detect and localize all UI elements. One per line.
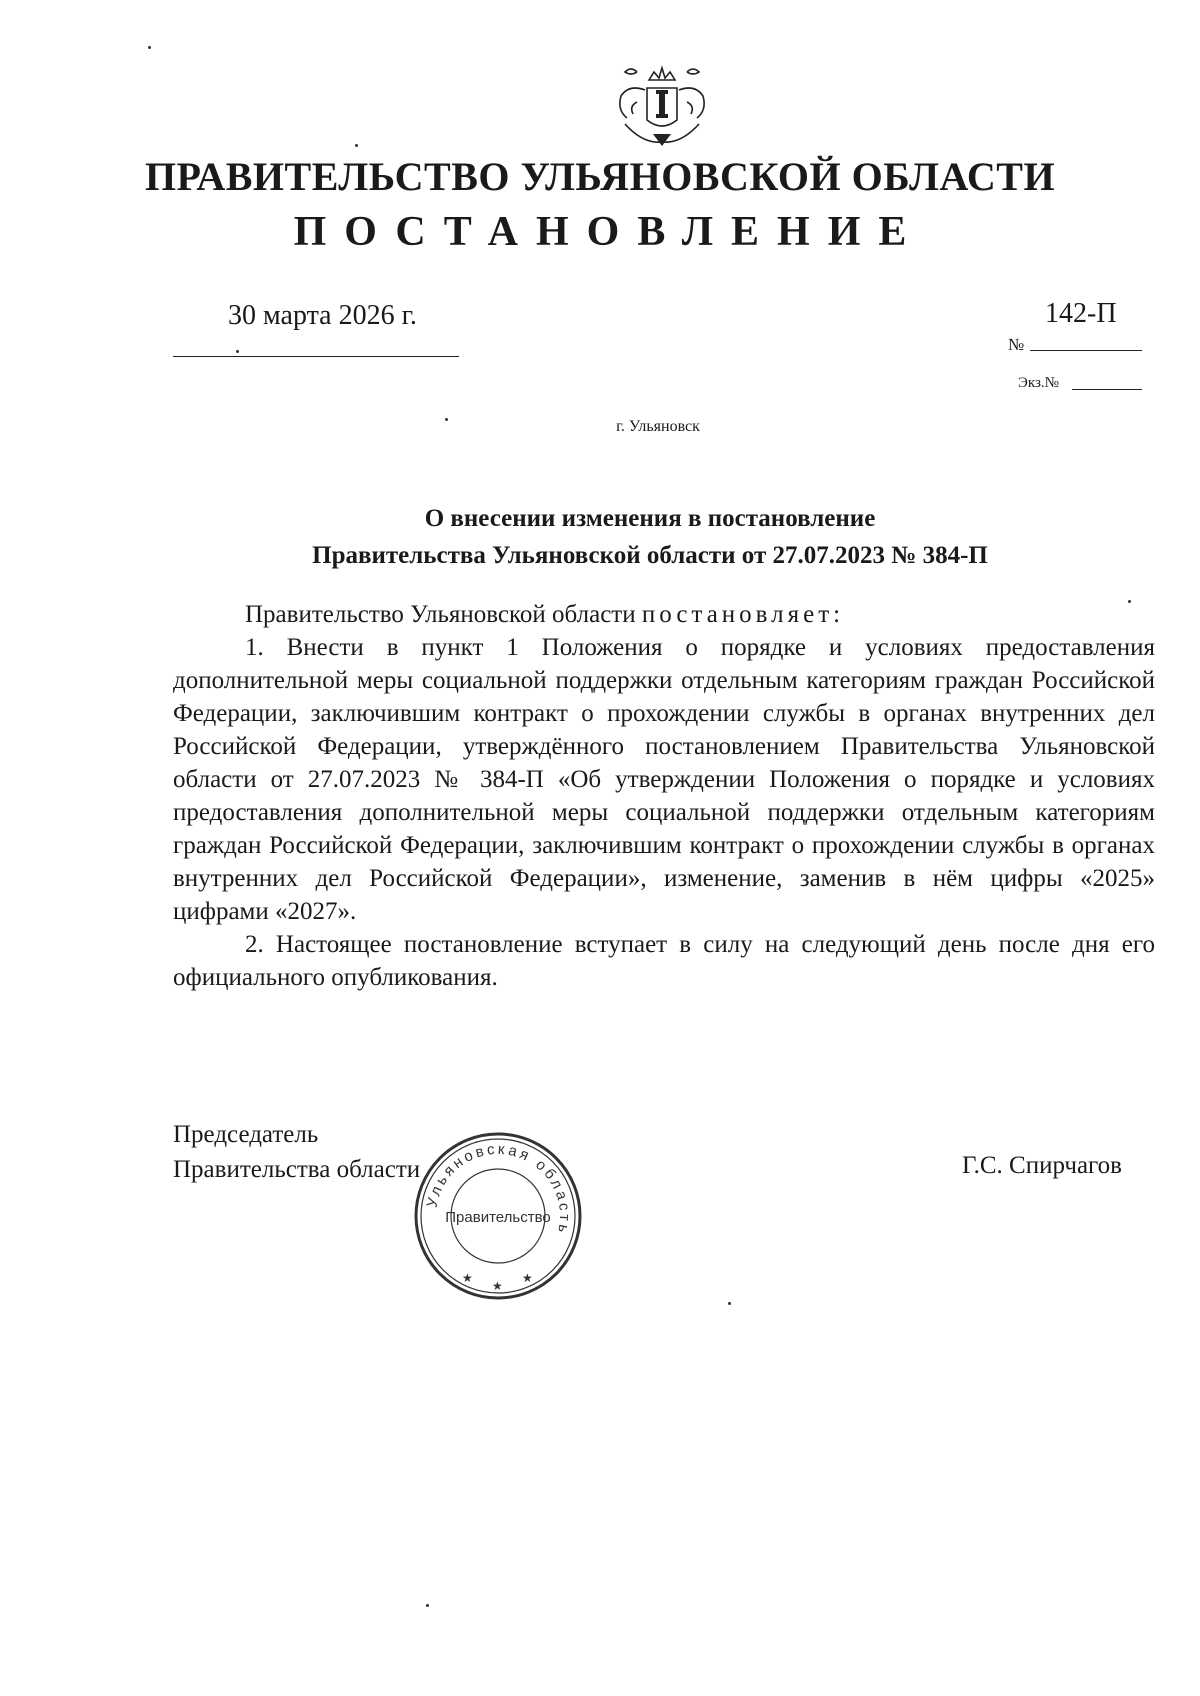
- signatory-title: [173, 1117, 420, 1187]
- scan-speck: [426, 1604, 429, 1607]
- scan-speck: [148, 46, 151, 49]
- copy-label: Экз.№: [1018, 375, 1059, 391]
- seal-center-text: Правительство: [445, 1209, 551, 1226]
- signatory-title-line-1: Председатель: [173, 1121, 319, 1148]
- date-underline: [173, 356, 459, 357]
- city: г. Ульяновск: [616, 418, 700, 435]
- seal-ring-text: Ульяновская область: [423, 1140, 574, 1238]
- subject-line-2: Правительства Ульяновской области от 27.07.2023 № 384-П: [312, 542, 988, 569]
- intro-prefix: Правительство Ульяновской области: [245, 601, 636, 628]
- scan-speck: [1128, 600, 1131, 603]
- number-label: №: [1008, 335, 1025, 354]
- signatory-title-line-2: Правительства области: [173, 1156, 421, 1183]
- item-1: 1. Внести в пункт 1 Положения о порядке и условиях предоставления дополнительной меры социальной поддержки отдельным категориям граждан Российской Федерации, заключившим контракт о прохождении службы в органах внутренних дел Российской Федерации, утверждённого постановлением Правительства Ульяновской области от 27.07.2023 № 384-П «Об утверждении Положения о порядке и условиях предоставления дополнительной меры социальной поддержки отдельным категориям граждан Российской Федерации, заключившим контракт о прохождении службы в органах внутренних дел Российской Федерации», изменение, заменив в нём цифры «2025» цифрами «2027».: [173, 634, 1155, 925]
- coat-of-arms-icon: [607, 58, 717, 150]
- copy-underline: [1072, 389, 1142, 390]
- document-subject: [200, 500, 1100, 574]
- document-body: [173, 598, 1155, 994]
- document-type-title: ПОСТАНОВЛЕНИЕ: [293, 209, 925, 255]
- document-number: 142-П: [1045, 298, 1117, 329]
- scan-speck: [445, 418, 448, 421]
- signatory-name: Г.С. Спирчагов: [962, 1152, 1122, 1179]
- svg-text:★: ★: [522, 1271, 533, 1285]
- number-underline: [1030, 350, 1142, 351]
- svg-text:★: ★: [462, 1271, 473, 1285]
- item-2: 2. Настоящее постановление вступает в силу на следующий день после дня его официального опубликования.: [173, 931, 1155, 991]
- scan-speck: [355, 144, 358, 147]
- intro-paragraph: [173, 598, 1155, 631]
- document-date: 30 марта 2026 г.: [228, 300, 417, 331]
- scan-speck: [728, 1302, 731, 1305]
- intro-verb: постановляет:: [641, 601, 845, 628]
- svg-text:★: ★: [492, 1279, 503, 1293]
- government-title: ПРАВИТЕЛЬСТВО УЛЬЯНОВСКОЙ ОБЛАСТИ: [144, 154, 1056, 199]
- subject-line-1: О внесении изменения в постановление: [424, 505, 876, 532]
- official-seal: [412, 1130, 584, 1302]
- scan-speck: [236, 350, 239, 353]
